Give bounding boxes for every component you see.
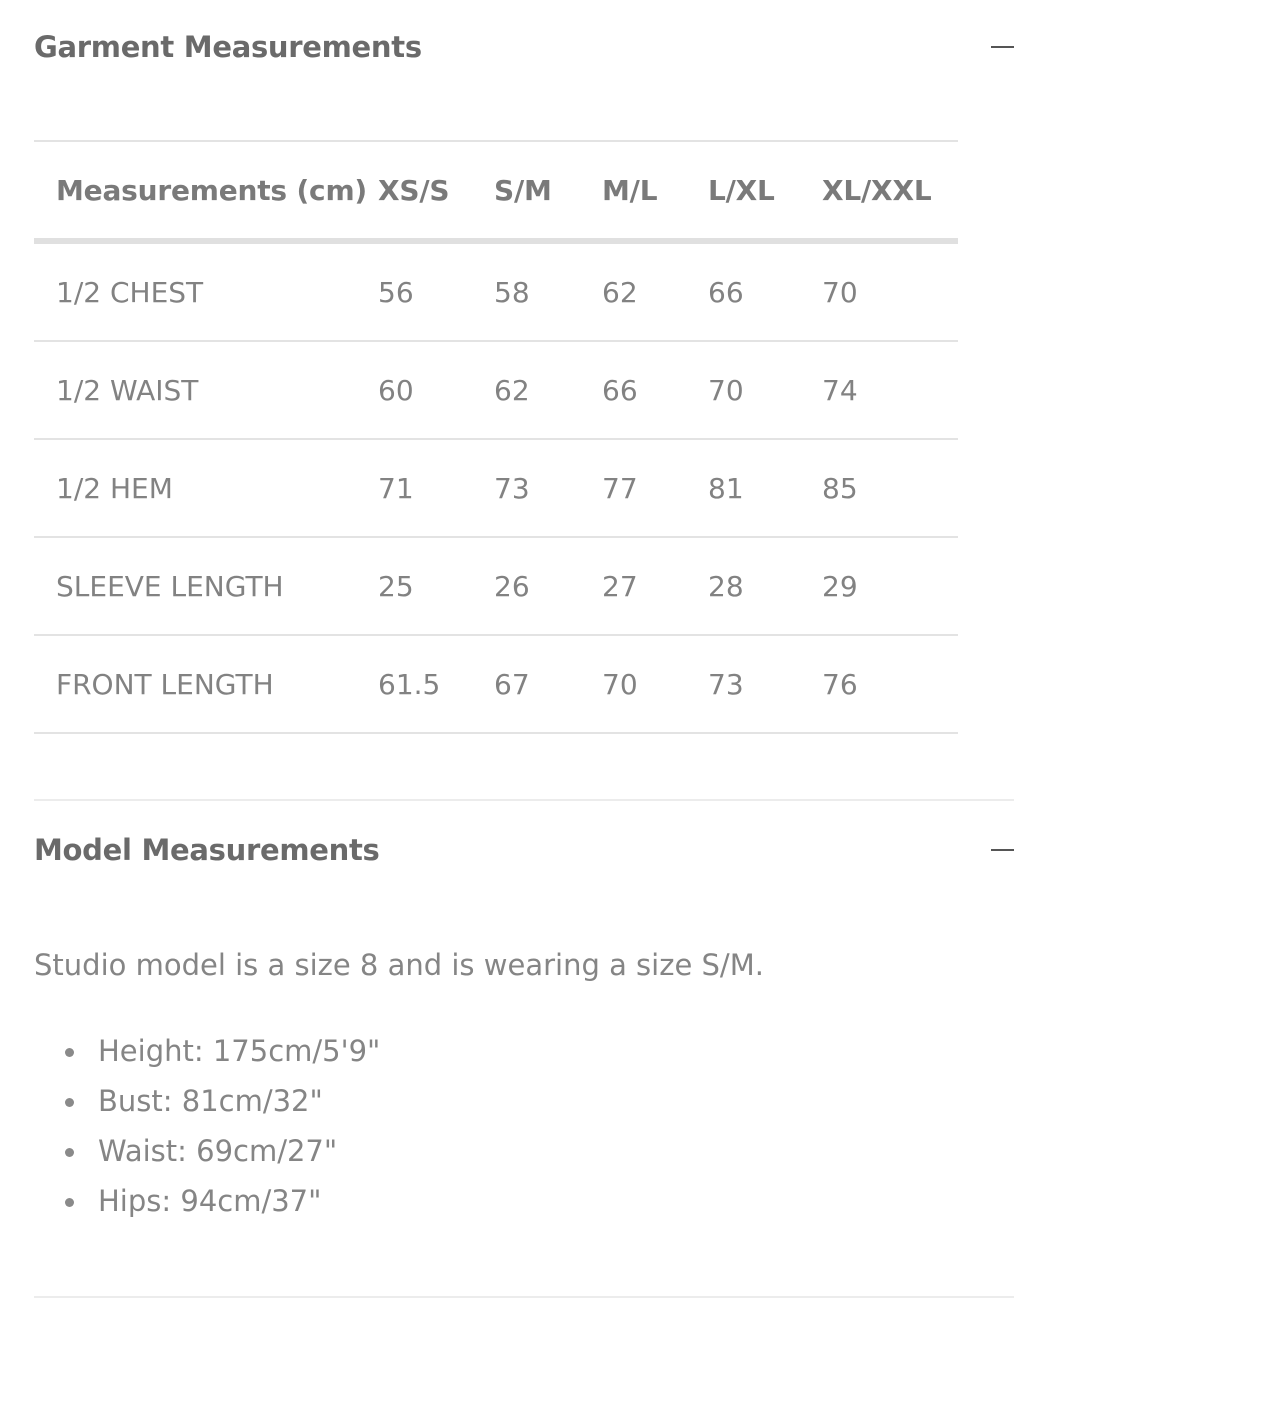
minus-icon [991,46,1014,48]
table-cell: 61.5 [378,635,494,733]
table-cell: 73 [494,439,602,537]
bullet-icon [65,1098,74,1107]
table-cell: 28 [708,537,822,635]
table-cell: 70 [822,241,958,341]
header-size-m-l: M/L [602,141,708,241]
table-cell: 62 [494,341,602,439]
section-divider [34,799,1014,801]
table-cell: 29 [822,537,958,635]
minus-icon [991,849,1014,851]
table-cell: 70 [708,341,822,439]
table-cell: 58 [494,241,602,341]
bullet-icon [65,1198,74,1207]
table-row [34,241,958,341]
list-item [34,1126,380,1176]
list-item [34,1026,380,1076]
garment-section-header[interactable] [34,30,1014,64]
list-item [34,1176,380,1226]
stat-height: Height: 175cm/5'9" [98,1034,381,1068]
table-cell: 71 [378,439,494,537]
table-cell: 67 [494,635,602,733]
stat-hips: Hips: 94cm/37" [98,1184,322,1218]
table-row [34,537,958,635]
table-cell: 25 [378,537,494,635]
table-cell: 56 [378,241,494,341]
header-size-s-m: S/M [494,141,602,241]
model-stats-list [34,1026,380,1226]
bullet-icon [65,1048,74,1057]
header-size-xs-s: XS/S [378,141,494,241]
table-cell: 66 [602,341,708,439]
header-size-l-xl: L/XL [708,141,822,241]
table-cell: 70 [602,635,708,733]
table-row [34,635,958,733]
table-cell: 74 [822,341,958,439]
header-measurements: Measurements (cm) [34,141,378,241]
section-divider [34,1296,1014,1298]
table-cell: 73 [708,635,822,733]
model-collapse-toggle[interactable] [990,838,1014,862]
model-section-header[interactable] [34,833,1014,867]
row-label: SLEEVE LENGTH [34,537,378,635]
table-row [34,341,958,439]
table-header-row [34,141,958,241]
table-cell: 66 [708,241,822,341]
table-cell: 77 [602,439,708,537]
row-label: 1/2 HEM [34,439,378,537]
table-cell: 26 [494,537,602,635]
model-section-title: Model Measurements [34,833,380,867]
table-cell: 81 [708,439,822,537]
list-item [34,1076,380,1126]
stat-waist: Waist: 69cm/27" [98,1134,338,1168]
row-label: 1/2 CHEST [34,241,378,341]
row-label: 1/2 WAIST [34,341,378,439]
row-label: FRONT LENGTH [34,635,378,733]
stat-bust: Bust: 81cm/32" [98,1084,323,1118]
header-size-xl-xxl: XL/XXL [822,141,958,241]
table-row [34,439,958,537]
table-cell: 60 [378,341,494,439]
table-cell: 27 [602,537,708,635]
garment-size-table [34,140,958,734]
bullet-icon [65,1148,74,1157]
garment-section-title: Garment Measurements [34,30,422,64]
table-cell: 85 [822,439,958,537]
table-cell: 76 [822,635,958,733]
garment-collapse-toggle[interactable] [990,35,1014,59]
model-description: Studio model is a size 8 and is wearing a size S/M. [34,948,764,982]
table-cell: 62 [602,241,708,341]
